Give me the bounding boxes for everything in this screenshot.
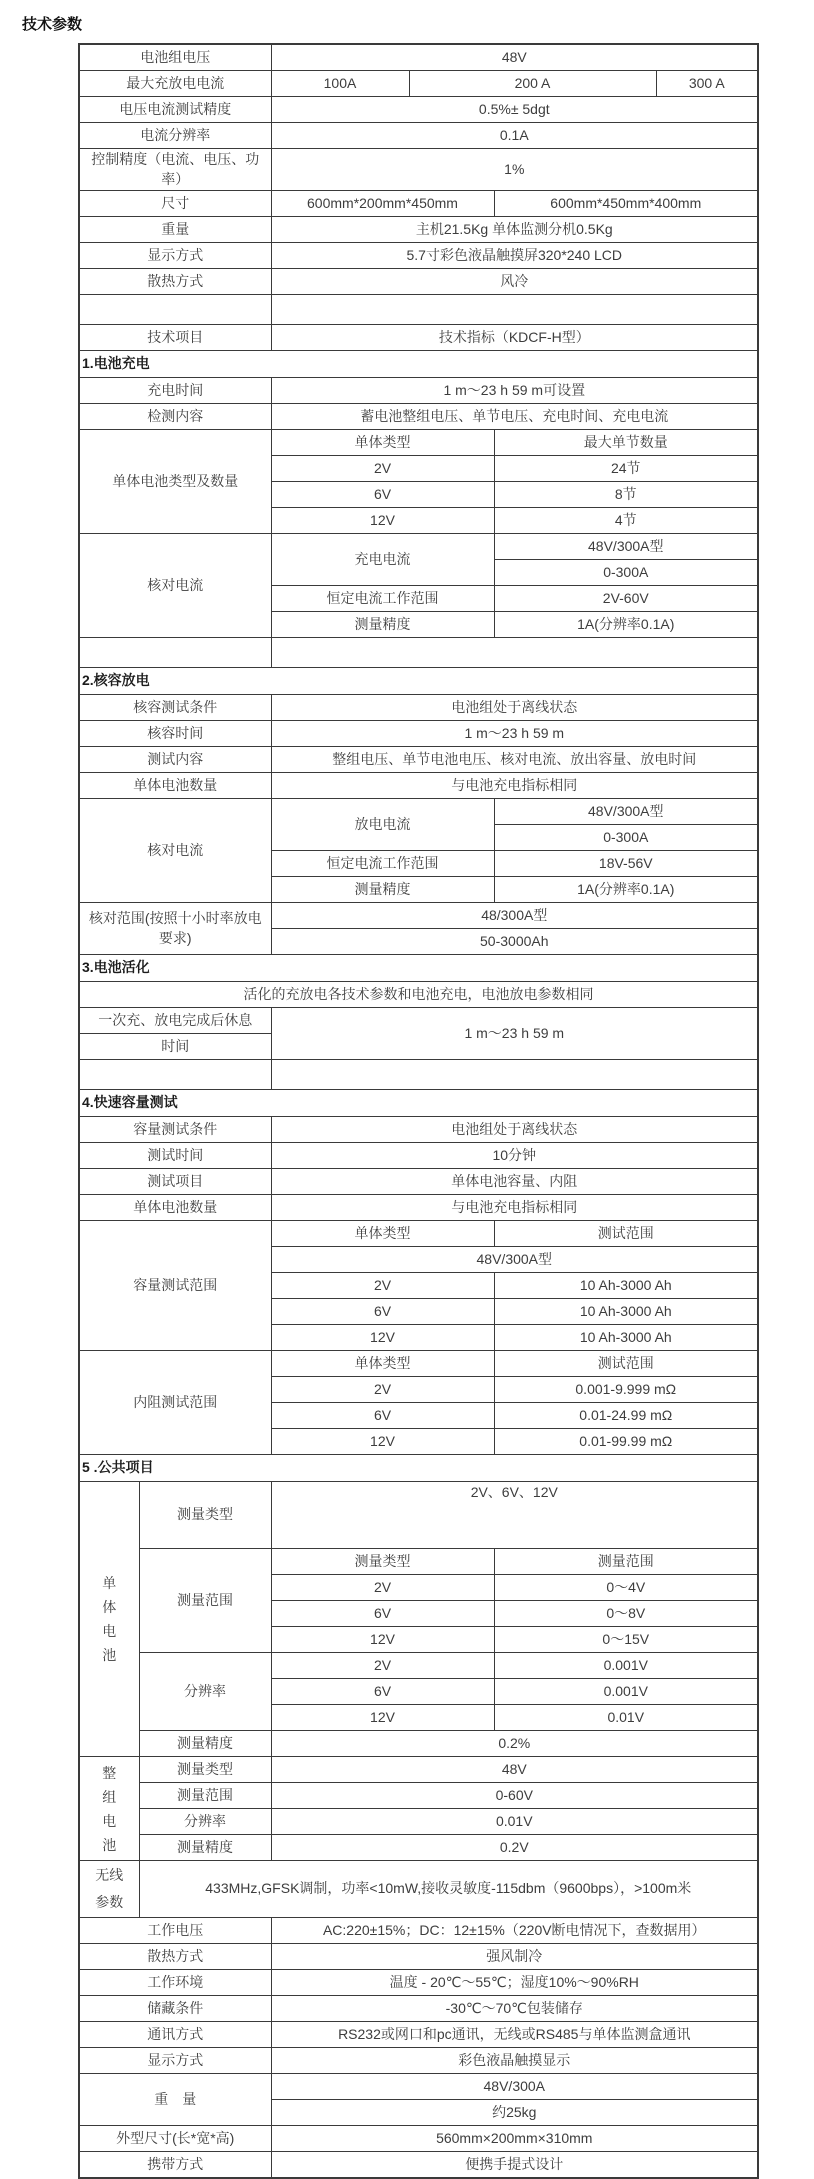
param-label: 分辨率: [139, 1809, 271, 1835]
param-label: 测试内容: [79, 747, 271, 773]
param-value: 便携手提式设计: [271, 2152, 758, 2179]
page-title: 技术参数: [22, 16, 83, 33]
sub-value: 0～4V: [494, 1575, 758, 1601]
param-value: 0.5%± 5dgt: [271, 97, 758, 123]
param-value: 48/300A型: [271, 903, 758, 929]
group-label: 核对电流: [79, 799, 271, 903]
sub-value: 0～15V: [494, 1627, 758, 1653]
param-label: 散热方式: [79, 1944, 271, 1970]
sub-label: 12V: [271, 1325, 494, 1351]
param-label: 单体电池数量: [79, 1195, 271, 1221]
group-label: 分辨率: [139, 1653, 271, 1731]
param-value: RS232或网口和pc通讯，无线或RS485与单体监测盒通讯: [271, 2022, 758, 2048]
section-header: 3.电池活化: [79, 955, 758, 982]
sub-value: 24节: [494, 456, 758, 482]
group-label-text: 无线参数: [95, 1867, 124, 1911]
sub-label: 充电电流: [271, 534, 494, 586]
section-header: 4.快速容量测试: [79, 1090, 758, 1117]
sub-value: 48V/300A型: [271, 1247, 758, 1273]
param-label: 尺寸: [79, 191, 271, 217]
param-label: 时间: [79, 1034, 271, 1060]
param-value: 彩色液晶触摸显示: [271, 2048, 758, 2074]
param-label: 一次充、放电完成后休息: [79, 1008, 271, 1034]
sub-value: 4节: [494, 508, 758, 534]
param-value: 1 m～23 h 59 m: [271, 721, 758, 747]
param-label: 通讯方式: [79, 2022, 271, 2048]
param-value: 0.1A: [271, 123, 758, 149]
section-header: 2.核容放电: [79, 668, 758, 695]
sub-label: 6V: [271, 482, 494, 508]
sub-value: 10 Ah-3000 Ah: [494, 1299, 758, 1325]
sub-header: 测量范围: [494, 1549, 758, 1575]
param-label: 最大充放电电流: [79, 71, 271, 97]
group-label: 测量范围: [139, 1549, 271, 1653]
sub-label: 恒定电流工作范围: [271, 851, 494, 877]
param-label: 检测内容: [79, 404, 271, 430]
sub-value: 2V-60V: [494, 586, 758, 612]
param-value: 48V/300A: [271, 2074, 758, 2100]
sub-header: 测试范围: [494, 1351, 758, 1377]
sub-value: 0-300A: [494, 560, 758, 586]
sub-value: 0～8V: [494, 1601, 758, 1627]
sub-value: 10 Ah-3000 Ah: [494, 1325, 758, 1351]
param-value: 单体电池容量、内阻: [271, 1169, 758, 1195]
sub-value: 8节: [494, 482, 758, 508]
param-label: 测量精度: [139, 1731, 271, 1757]
sub-header: 单体类型: [271, 1351, 494, 1377]
param-value: 技术指标（KDCF-H型）: [271, 325, 758, 351]
group-label: 核对范围(按照十小时率放电要求): [79, 903, 271, 955]
param-value: -30℃～70℃包装储存: [271, 1996, 758, 2022]
param-value: AC:220±15%；DC：12±15%（220V断电情况下，查数据用）: [271, 1918, 758, 1944]
spec-table: [78, 43, 759, 2179]
group-label: 内阻测试范围: [79, 1351, 271, 1455]
empty-cell: [79, 295, 271, 325]
sub-label: 6V: [271, 1601, 494, 1627]
param-label: 测量类型: [139, 1482, 271, 1549]
group-label: 容量测试范围: [79, 1221, 271, 1351]
sub-label: 2V: [271, 1273, 494, 1299]
param-value: 0-60V: [271, 1783, 758, 1809]
param-label: 电流分辨率: [79, 123, 271, 149]
full-width-note: 活化的充放电各技术参数和电池充电，电池放电参数相同: [79, 982, 758, 1008]
param-label: 核容测试条件: [79, 695, 271, 721]
sub-value: 0.001V: [494, 1653, 758, 1679]
param-value: 200 A: [409, 71, 656, 97]
param-label: 重 量: [79, 2074, 271, 2126]
empty-cell: [79, 638, 271, 668]
param-label: 散热方式: [79, 269, 271, 295]
sub-label: 2V: [271, 1575, 494, 1601]
sub-label: 12V: [271, 1705, 494, 1731]
sub-label: 6V: [271, 1679, 494, 1705]
sub-label: 放电电流: [271, 799, 494, 851]
sub-label: 测量精度: [271, 612, 494, 638]
param-value: 560mm×200mm×310mm: [271, 2126, 758, 2152]
param-value: 1 m～23 h 59 m可设置: [271, 378, 758, 404]
param-value: 蓄电池整组电压、单节电压、充电时间、充电电流: [271, 404, 758, 430]
sub-value: 0.01V: [494, 1705, 758, 1731]
param-label: 测量精度: [139, 1835, 271, 1861]
sub-value: 18V-56V: [494, 851, 758, 877]
group-label: 核对电流: [79, 534, 271, 638]
empty-cell: [271, 1060, 758, 1090]
param-label: 显示方式: [79, 243, 271, 269]
param-label: 核容时间: [79, 721, 271, 747]
param-value: 1 m～23 h 59 m: [271, 1008, 758, 1060]
sub-header: 最大单节数量: [494, 430, 758, 456]
param-label: 显示方式: [79, 2048, 271, 2074]
empty-cell: [79, 1060, 271, 1090]
param-label: 测试项目: [79, 1169, 271, 1195]
group-label-text: 单体电池: [102, 1575, 117, 1664]
param-label: 电压电流测试精度: [79, 97, 271, 123]
sub-label: 恒定电流工作范围: [271, 586, 494, 612]
param-label: 储藏条件: [79, 1996, 271, 2022]
param-label: 技术项目: [79, 325, 271, 351]
param-value: 433MHz,GFSK调制，功率<10mW,接收灵敏度-115dbm（9600bps），>100m米: [139, 1861, 758, 1918]
param-value: 与电池充电指标相同: [271, 773, 758, 799]
param-label: 控制精度（电流、电压、功率）: [79, 149, 271, 191]
param-label: 重量: [79, 217, 271, 243]
group-label-text: 整组电池: [102, 1764, 117, 1853]
empty-cell: [271, 295, 758, 325]
sub-label: 12V: [271, 1627, 494, 1653]
param-label: 外型尺寸(长*宽*高): [79, 2126, 271, 2152]
sub-value: 0.001-9.999 mΩ: [494, 1377, 758, 1403]
param-value: 2V、6V、12V: [271, 1482, 758, 1549]
param-label: 工作环境: [79, 1970, 271, 1996]
param-label: 工作电压: [79, 1918, 271, 1944]
sub-value: 48V/300A型: [494, 799, 758, 825]
sub-value: 1A(分辨率0.1A): [494, 877, 758, 903]
sub-header: 测试范围: [494, 1221, 758, 1247]
sub-value: 1A(分辨率0.1A): [494, 612, 758, 638]
sub-label: 12V: [271, 508, 494, 534]
sub-value: 48V/300A型: [494, 534, 758, 560]
param-value: 10分钟: [271, 1143, 758, 1169]
param-label: 测量类型: [139, 1757, 271, 1783]
sub-header: 单体类型: [271, 430, 494, 456]
param-label: 容量测试条件: [79, 1117, 271, 1143]
param-value: 整组电压、单节电池电压、核对电流、放出容量、放电时间: [271, 747, 758, 773]
param-value: 600mm*450mm*400mm: [494, 191, 758, 217]
sub-value: 0.01-99.99 mΩ: [494, 1429, 758, 1455]
group-label: 单体电池类型及数量: [79, 430, 271, 534]
param-value: 与电池充电指标相同: [271, 1195, 758, 1221]
param-value: 电池组处于离线状态: [271, 1117, 758, 1143]
sub-header: 单体类型: [271, 1221, 494, 1247]
param-value: 温度 - 20℃～55℃；湿度10%～90%RH: [271, 1970, 758, 1996]
param-value: 约25kg: [271, 2100, 758, 2126]
sub-label: 2V: [271, 456, 494, 482]
param-value: 风冷: [271, 269, 758, 295]
param-value: 48V: [271, 44, 758, 71]
param-label: 测试时间: [79, 1143, 271, 1169]
param-value: 电池组处于离线状态: [271, 695, 758, 721]
param-value: 48V: [271, 1757, 758, 1783]
param-label: 充电时间: [79, 378, 271, 404]
param-label: 单体电池数量: [79, 773, 271, 799]
sub-value: 0.001V: [494, 1679, 758, 1705]
param-value: 5.7寸彩色液晶触摸屏320*240 LCD: [271, 243, 758, 269]
param-value: 50-3000Ah: [271, 929, 758, 955]
section-header: 1.电池充电: [79, 351, 758, 378]
sub-header: 测量类型: [271, 1549, 494, 1575]
sub-label: 6V: [271, 1299, 494, 1325]
param-value: 100A: [271, 71, 409, 97]
param-value: 300 A: [656, 71, 758, 97]
empty-cell: [271, 638, 758, 668]
param-value: 0.01V: [271, 1809, 758, 1835]
param-label: 测量范围: [139, 1783, 271, 1809]
sub-value: 0-300A: [494, 825, 758, 851]
sub-label: 12V: [271, 1429, 494, 1455]
param-label: 电池组电压: [79, 44, 271, 71]
param-value: 1%: [271, 149, 758, 191]
sub-label: 6V: [271, 1403, 494, 1429]
sub-value: 10 Ah-3000 Ah: [494, 1273, 758, 1299]
param-value: 强风制冷: [271, 1944, 758, 1970]
param-value: 600mm*200mm*450mm: [271, 191, 494, 217]
param-label: 携带方式: [79, 2152, 271, 2179]
group-label-vertical: [79, 1861, 139, 1918]
section-header: 5 .公共项目: [79, 1455, 758, 1482]
group-label-vertical: [79, 1482, 139, 1757]
param-value: 0.2%: [271, 1731, 758, 1757]
sub-label: 2V: [271, 1377, 494, 1403]
sub-label: 2V: [271, 1653, 494, 1679]
group-label-vertical: [79, 1757, 139, 1861]
sub-value: 0.01-24.99 mΩ: [494, 1403, 758, 1429]
sub-label: 测量精度: [271, 877, 494, 903]
param-value: 0.2V: [271, 1835, 758, 1861]
param-value: 主机21.5Kg 单体监测分机0.5Kg: [271, 217, 758, 243]
